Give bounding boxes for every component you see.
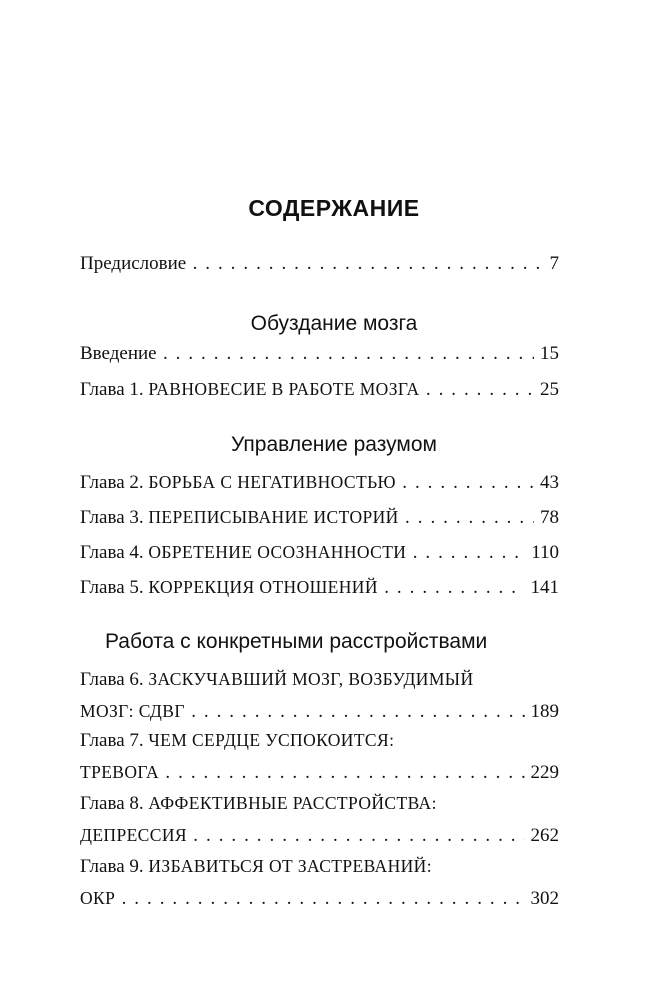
toc-entry-chapter-4: [80, 541, 559, 576]
chapter-title: ПЕРЕПИСЫВАНИЕ ИСТОРИЙ: [148, 507, 399, 527]
chapter-number: Глава 4.: [80, 542, 144, 563]
toc-entry-page: 43: [540, 472, 559, 493]
chapter-title-line-1: ЗАСКУЧАВШИЙ МОЗГ, ВОЗБУДИМЫЙ: [148, 669, 474, 689]
chapter-number: Глава 6.: [80, 669, 144, 690]
chapter-number: Глава 7.: [80, 730, 144, 751]
chapter-title: КОРРЕКЦИЯ ОТНОШЕНИЙ: [148, 577, 378, 597]
toc-entry-page: 189: [530, 701, 559, 722]
chapter-number: Глава 1.: [80, 379, 144, 400]
chapter-title: РАВНОВЕСИЕ В РАБОТЕ МОЗГА: [148, 379, 420, 399]
toc-entry-intro: [80, 343, 559, 378]
toc-entry-chapter-7: [80, 729, 559, 796]
toc-entry-chapter-8: [80, 792, 559, 859]
toc-entry-page: 302: [530, 888, 559, 909]
chapter-title: ОБРЕТЕНИЕ ОСОЗНАННОСТИ: [148, 542, 407, 562]
chapter-title-line-2: ОКР: [80, 888, 116, 908]
toc-entry-page: 229: [530, 762, 559, 783]
toc-entry-chapter-9: [80, 855, 559, 922]
toc-entry-page: 7: [549, 253, 559, 274]
chapter-title: БОРЬБА С НЕГАТИВНОСТЬЮ: [148, 472, 396, 492]
toc-entry-page: 262: [530, 825, 559, 846]
chapter-title-line-1: АФФЕКТИВНЫЕ РАССТРОЙСТВА:: [148, 793, 437, 813]
toc-entry-chapter-1: [80, 378, 559, 413]
toc-entry-page: 15: [540, 343, 559, 364]
chapter-title-line-1: ИЗБАВИТЬСЯ ОТ ЗАСТРЕВАНИЙ:: [148, 856, 432, 876]
chapter-number: Глава 5.: [80, 577, 144, 598]
toc-entry-label: Введение . . .: [80, 343, 534, 365]
section-heading-2: Управление разумом: [231, 433, 437, 456]
toc-entry-page: 25: [540, 379, 559, 400]
toc-entry-preface: [80, 253, 559, 288]
toc-entry-chapter-5: [80, 576, 559, 611]
section-heading-1: Обуздание мозга: [250, 312, 418, 335]
chapter-number: Глава 3.: [80, 507, 144, 528]
toc-entry-chapter-6: [80, 668, 559, 735]
chapter-number: Глава 2.: [80, 472, 144, 493]
toc-entry-page: 141: [530, 577, 559, 598]
chapter-title-line-2: ТРЕВОГА: [80, 762, 160, 782]
chapter-number: Глава 8.: [80, 793, 144, 814]
chapter-title-line-2: МОЗГ: СДВГ: [80, 701, 185, 721]
chapter-title-line-1: ЧЕМ СЕРДЦЕ УСПОКОИТСЯ:: [148, 730, 395, 750]
toc-entry-page: 110: [531, 542, 559, 563]
toc-entry-label: Предисловие . . .: [80, 253, 544, 275]
chapter-title-line-2: ДЕПРЕССИЯ: [80, 825, 187, 845]
page-title: СОДЕРЖАНИЕ: [248, 195, 420, 221]
toc-entry-chapter-3: [80, 506, 559, 541]
toc-entry-chapter-2: [80, 471, 559, 506]
chapter-number: Глава 9.: [80, 856, 144, 877]
toc-entry-page: 78: [540, 507, 559, 528]
section-heading-3: Работа с конкретными расстройствами: [105, 630, 488, 653]
